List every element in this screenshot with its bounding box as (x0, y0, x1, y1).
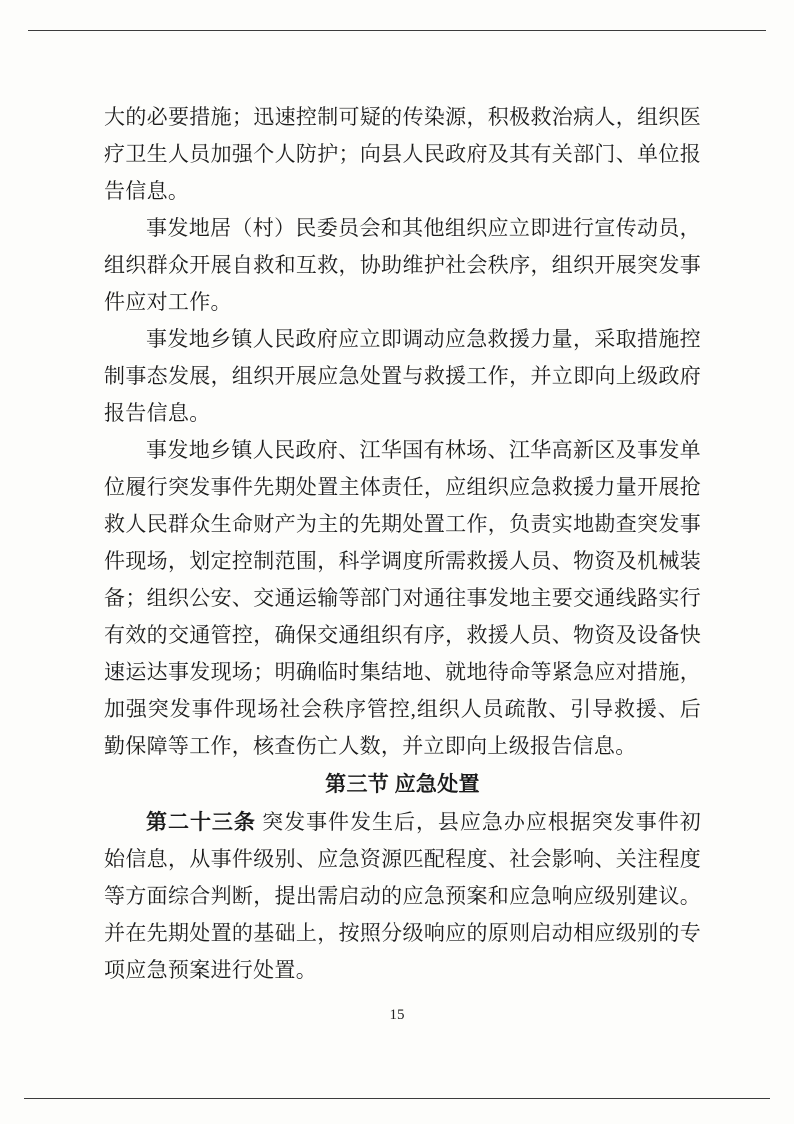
page-number: 15 (389, 1007, 405, 1023)
article-number: 第二十三条 (146, 810, 256, 834)
page-content (104, 99, 701, 989)
paragraph (104, 804, 701, 989)
section-heading: 第三节 应急处置 (325, 772, 480, 796)
paragraph: 事发地乡镇人民政府应立即调动应急救援力量，采取措施控制事态发展，组织开展应急处置与救援工作，并立即向上级政府报告信息。 (104, 327, 701, 425)
paragraph: 大的必要措施；迅速控制可疑的传染源，积极救治病人，组织医疗卫生人员加强个人防护；向县人民政府及其有关部门、单位报告信息。 (104, 105, 701, 203)
paragraph: 事发地居（村）民委员会和其他组织应立即进行宣传动员，组织群众开展自救和互救，协助维护社会秩序，组织开展突发事件应对工作。 (104, 216, 701, 314)
bottom-border-line (24, 1098, 770, 1099)
top-border-line (28, 30, 766, 31)
article-text: 突发事件发生后，县应急办应根据突发事件初始信息，从事件级别、应急资源匹配程度、社会影响、关注程度等方面综合判断，提出需启动的应急预案和应急响应级别建议。并在先期处置的基础上，按照分级响应的原则启动相应级别的专项应急预案进行处置。 (104, 810, 701, 982)
paragraph: 事发地乡镇人民政府、江华国有林场、江华高新区及事发单位履行突发事件先期处置主体责任，应组织应急救援力量开展抢救人民群众生命财产为主的先期处置工作，负责实地勘查突发事件现场，划定控制范围，科学调度所需救援人员、物资及机械装备；组织公安、交通运输等部门对通往事发地主要交通线路实行有效的交通管控，确保交通组织有序，救援人员、物资及设备快速运达事发现场；明确临时集结地、就地待命等紧急应对措施，加强突发事件现场社会秩序管控,组织人员疏散、引导救援、后勤保障等工作，核查伤亡人数，并立即向上级报告信息。 (104, 438, 701, 758)
